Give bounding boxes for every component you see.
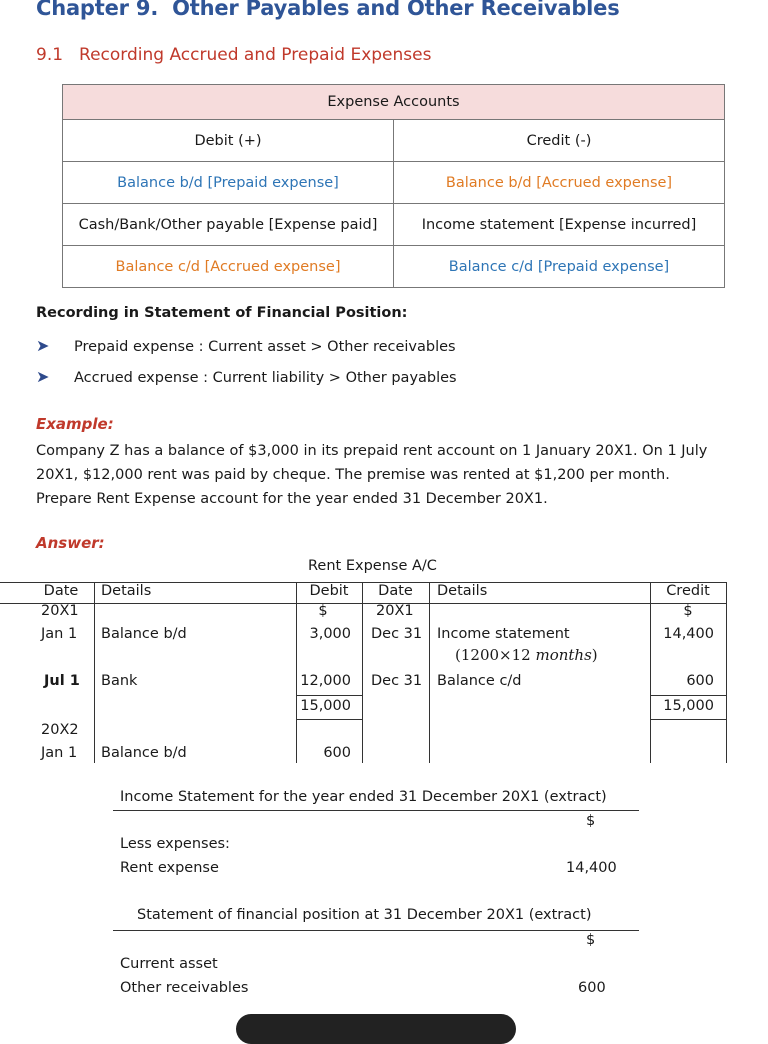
- expense-table-cell: Balance c/d [Accrued expense]: [63, 246, 394, 288]
- ledger-header-date: Date: [378, 583, 413, 599]
- bottom-toolbar[interactable]: [236, 1014, 516, 1044]
- ledger-divider: [726, 582, 727, 763]
- expense-table-cell: Cash/Bank/Other payable [Expense paid]: [63, 204, 394, 246]
- ledger-date: Jan 1: [41, 745, 78, 761]
- income-statement-value: 14,400: [566, 860, 617, 876]
- formula-unit: months: [535, 646, 592, 664]
- sofp-label: Other receivables: [120, 980, 249, 996]
- expense-table-debit-header: Debit (+): [63, 120, 394, 162]
- sofp-currency: $: [586, 932, 596, 948]
- section-number: 9.1: [36, 45, 64, 65]
- arrow-bullet-icon: ➤: [36, 336, 50, 355]
- ledger-header-details: Details: [437, 583, 488, 599]
- section-title: Recording Accrued and Prepaid Expenses: [79, 45, 432, 65]
- chapter-title: Other Payables and Other Receivables: [172, 0, 620, 20]
- ledger-date: Dec 31: [371, 626, 423, 642]
- expense-table-cell: Balance c/d [Prepaid expense]: [394, 246, 725, 288]
- ledger-details: Balance c/d: [437, 673, 522, 689]
- expense-table-title: Expense Accounts: [63, 85, 725, 120]
- expense-accounts-table: [62, 84, 725, 288]
- arrow-bullet-icon: ➤: [36, 367, 50, 386]
- ledger-divider: [362, 582, 363, 763]
- ledger-currency: $: [318, 603, 328, 619]
- ledger-details: Balance b/d: [101, 626, 187, 642]
- ledger-amount: 600: [323, 745, 351, 761]
- bullet-text: Accrued expense : Current liability > Other payables: [74, 370, 457, 386]
- ledger-divider: [94, 582, 95, 763]
- ledger-total: 15,000: [663, 698, 714, 714]
- ledger-header-details: Details: [101, 583, 152, 599]
- example-label: Example:: [36, 415, 114, 433]
- ledger-details: Income statement: [437, 626, 570, 642]
- credit-total-rule: [650, 695, 726, 696]
- ledger-header-debit: Debit: [309, 583, 349, 599]
- income-statement-label: Rent expense: [120, 860, 219, 876]
- income-statement-currency: $: [586, 813, 596, 829]
- expense-table-cell: Balance b/d [Accrued expense]: [394, 162, 725, 204]
- sfp-heading: Recording in Statement of Financial Position:: [36, 305, 408, 321]
- expense-table-credit-header: Credit (-): [394, 120, 725, 162]
- ledger-details: Balance b/d: [101, 745, 187, 761]
- ledger-amount: 600: [686, 673, 714, 689]
- bullet-item: [36, 367, 457, 386]
- income-statement-label: Less expenses:: [120, 836, 230, 852]
- ledger-divider: [429, 582, 430, 763]
- ledger-date: Jan 1: [41, 626, 78, 642]
- example-text: Company Z has a balance of $3,000 in its prepaid rent account on 1 January 20X1. On 1 July 20X1, $12,000 rent was paid by cheque. The premise was rented at $1,200 per month. Prepare Rent Expense account for the year ended 31 December 20X1.: [36, 443, 708, 507]
- bullet-text: Prepaid expense : Current asset > Other receivables: [74, 339, 456, 355]
- sofp-title: Statement of financial position at 31 December 20X1 (extract): [137, 907, 592, 923]
- section-heading: [36, 45, 431, 65]
- debit-total-rule: [296, 719, 362, 720]
- formula-close: ): [591, 646, 598, 664]
- ledger-amount: 14,400: [663, 626, 714, 642]
- ledger-header-credit: Credit: [666, 583, 710, 599]
- ledger-header-rule: [0, 603, 726, 604]
- ledger-amount: 12,000: [300, 673, 351, 689]
- ledger-title: Rent Expense A/C: [308, 558, 437, 574]
- ledger-year: 20X1: [376, 603, 414, 619]
- ledger-year: 20X2: [41, 722, 79, 738]
- ledger-currency: $: [683, 603, 693, 619]
- ledger-date: Dec 31: [371, 673, 423, 689]
- formula-number: (1200×12: [455, 646, 531, 664]
- debit-total-rule: [296, 695, 362, 696]
- sofp-value: 600: [578, 980, 606, 996]
- ledger-date: Jul 1: [44, 673, 80, 689]
- answer-label: Answer:: [36, 534, 105, 552]
- chapter-label: Chapter 9.: [36, 0, 159, 20]
- expense-table-cell: Balance b/d [Prepaid expense]: [63, 162, 394, 204]
- income-statement-rule: [113, 810, 639, 811]
- ledger-year: 20X1: [41, 603, 79, 619]
- credit-total-rule: [650, 719, 726, 720]
- ledger-header-date: Date: [43, 583, 79, 599]
- sofp-rule: [113, 930, 639, 931]
- expense-table-cell: Income statement [Expense incurred]: [394, 204, 725, 246]
- ledger-details: Bank: [101, 673, 138, 689]
- ledger-total: 15,000: [300, 698, 351, 714]
- sofp-label: Current asset: [120, 956, 218, 972]
- ledger-formula: [455, 646, 598, 664]
- bullet-item: [36, 336, 456, 355]
- ledger-amount: 3,000: [309, 626, 351, 642]
- chapter-heading: [36, 0, 620, 20]
- income-statement-title: Income Statement for the year ended 31 December 20X1 (extract): [120, 789, 607, 805]
